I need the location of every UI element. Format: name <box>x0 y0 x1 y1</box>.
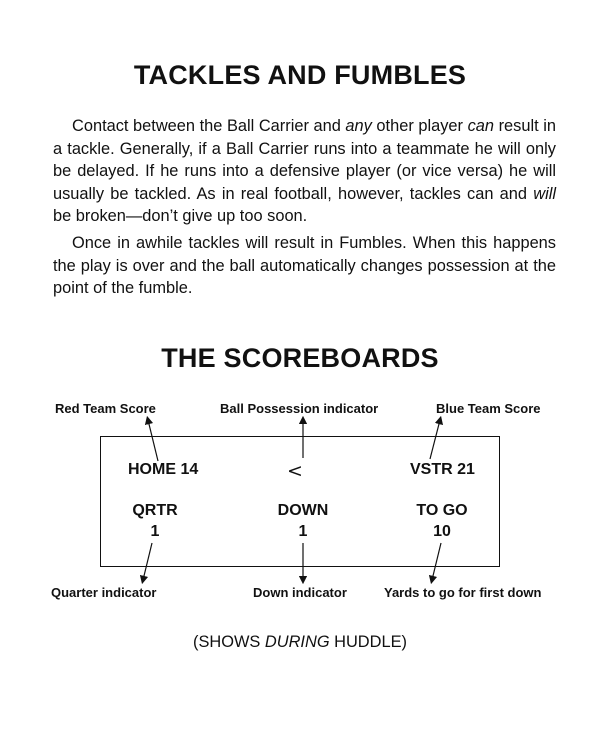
p1-emphasis-will: will <box>533 184 556 203</box>
arrow-yards-to-go <box>432 543 441 580</box>
to-go-value: 10 <box>433 523 451 540</box>
caption-emphasis-during: DURING <box>264 633 330 651</box>
section-title-scoreboards: THE SCOREBOARDS <box>161 343 439 373</box>
section-title-tackles: TACKLES AND FUMBLES <box>133 60 467 90</box>
label-quarter-indicator: Quarter indicator <box>51 585 157 600</box>
arrow-blue-team-score <box>430 420 440 459</box>
p1-text-a: Contact between the Ball Carrier and <box>72 117 346 135</box>
quarter-label: QRTR <box>132 502 178 519</box>
quarter-value: 1 <box>150 523 160 540</box>
scoreboard-caption <box>0 633 600 652</box>
caption-text-b: HUDDLE) <box>329 633 407 651</box>
p1-emphasis-any: any <box>345 117 372 135</box>
label-red-team-score: Red Team Score <box>55 401 156 416</box>
label-blue-team-score: Blue Team Score <box>436 401 541 416</box>
label-yards-to-go: Yards to go for first down <box>384 585 542 600</box>
label-down-indicator: Down indicator <box>253 585 347 600</box>
down-value: 1 <box>298 523 308 540</box>
home-score: HOME 14 <box>128 461 199 478</box>
arrow-red-team-score <box>148 420 158 461</box>
possession-arrow-icon: < <box>287 460 303 482</box>
label-ball-possession: Ball Possession indicator <box>220 401 379 416</box>
p1-text-c: result in a tackle. Generally, if a Ball Carrier runs into a teammate he will only be delayed. If he runs into a defensive player (or vice versa) he will usually be tackled. As in real football, however, tackles can and <box>53 117 556 203</box>
visitor-score: VSTR 21 <box>410 461 475 478</box>
caption-text-a: (SHOWS <box>192 633 265 651</box>
to-go-label: TO GO <box>416 502 468 519</box>
down-label: DOWN <box>277 502 329 519</box>
p1-text-b: other player <box>371 117 468 135</box>
p1-text-d: be broken—don’t give up too soon. <box>53 207 308 225</box>
arrow-quarter <box>143 543 152 580</box>
paragraph-fumbles: Once in awhile tackles will result in Fumbles. When this happens the play is over and the ball automatically changes possession at the point of the fumble. <box>53 234 556 297</box>
p1-emphasis-can: can <box>467 117 495 135</box>
